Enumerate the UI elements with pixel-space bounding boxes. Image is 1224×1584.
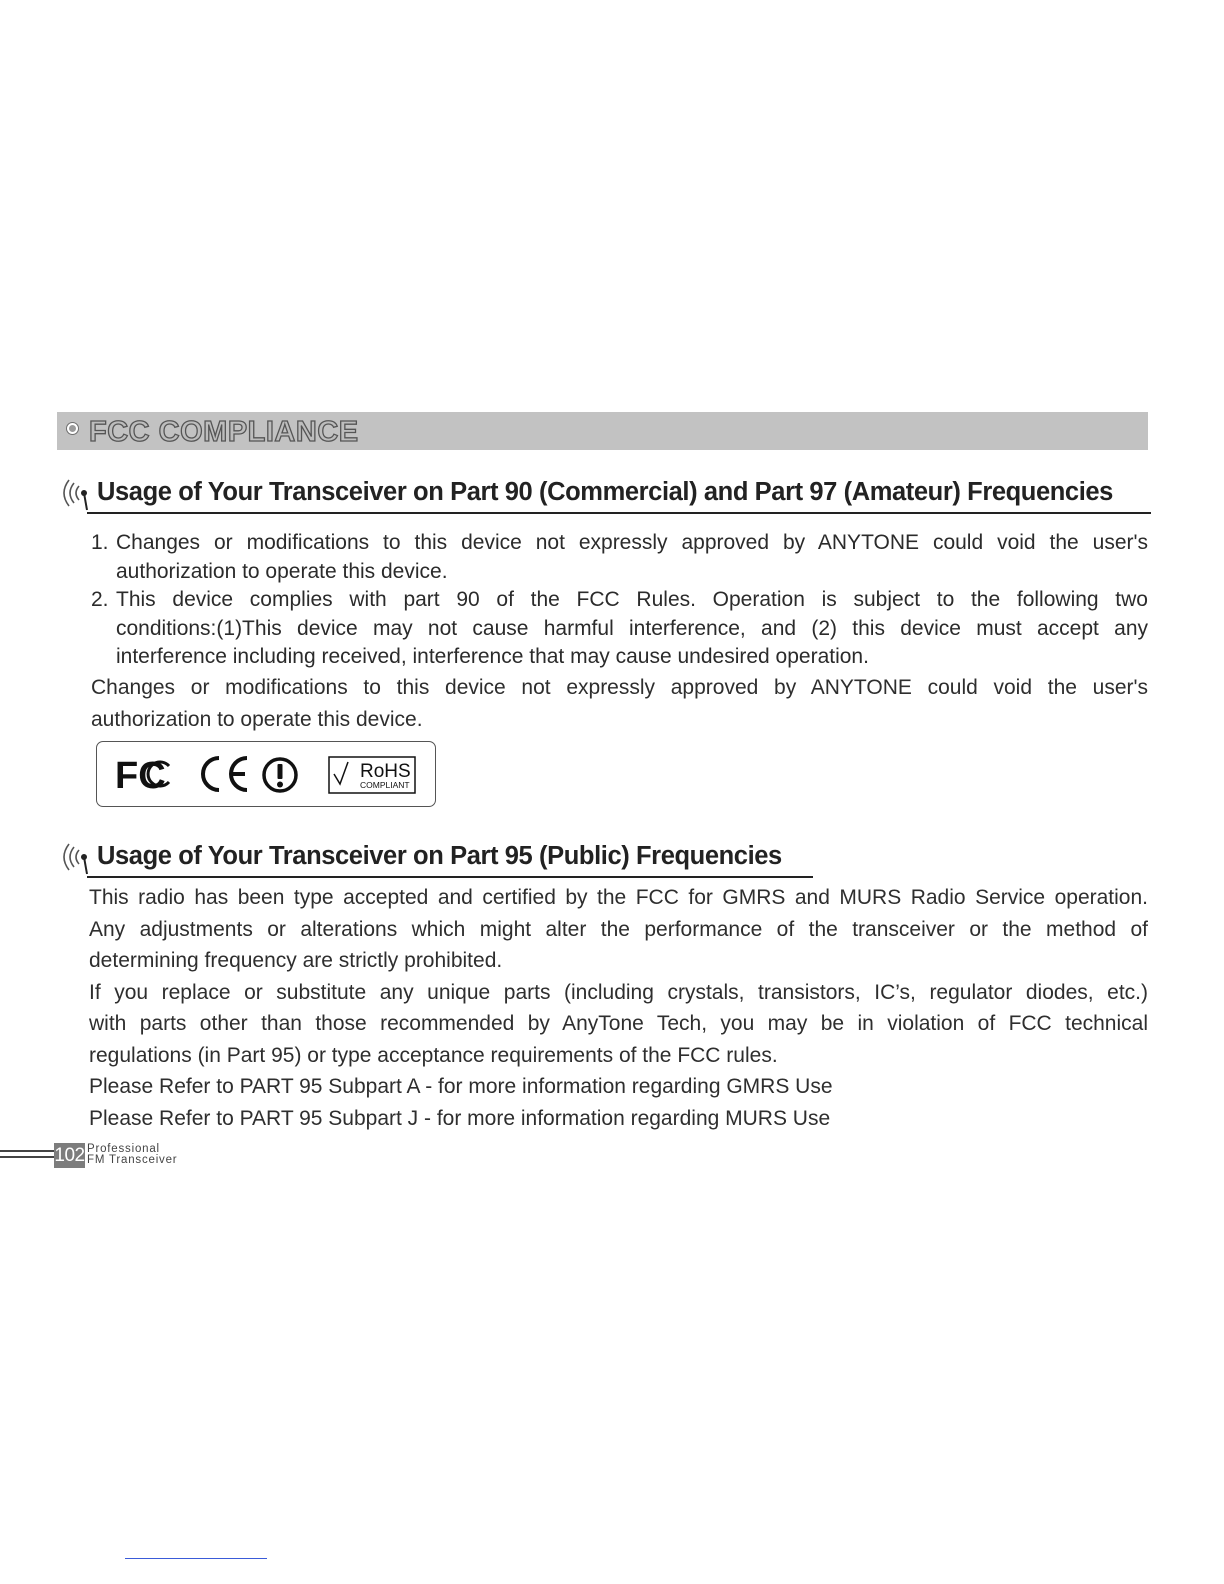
rohs-compliant-icon [328,756,416,794]
footer-brand-line: FM Transceiver [87,1154,178,1166]
certification-logos [96,741,436,807]
part95-body [89,882,1148,1134]
bottom-rule [125,1558,267,1559]
footer-rule [0,1150,54,1152]
list-text: authorization to operate this device. [116,559,448,583]
list-text: conditions:(1)This device may not cause harmful interference, and (2) this device must accept any [116,616,1148,640]
radio-waves-icon [57,838,95,876]
radio-waves-icon [57,474,95,512]
part90-heading-text: Usage of Your Transceiver on Part 90 (Commercial) and Part 97 (Amateur) Frequencies [97,478,1113,506]
part90-note [91,672,1148,736]
note-text: Changes or modifications to this device not expressly approved by ANYTONE could void the user's [91,676,1148,699]
part95-heading [57,836,817,876]
section-banner [57,412,1148,450]
list-text: This device complies with part 90 of the FCC Rules. Operation is subject to the following two [116,588,1148,611]
footer-brand-line: Professional [87,1143,160,1155]
list-text: Changes or modifications to this device not expressly approved by ANYTONE could void the user's [116,531,1148,554]
paragraph-text: regulations (in Part 95) or type acceptance requirements of the FCC rules. [89,1043,778,1067]
page-number: 102 [54,1145,85,1166]
paragraph-text: with parts other than those recommended by AnyTone Tech, you may be in violation of FCC technical [89,1012,1148,1035]
svg-text:RoHS: RoHS [360,761,411,782]
banner-bullet-icon [67,423,78,434]
list-item [91,586,1148,672]
alert-mark-icon [260,755,300,795]
list-text: interference including received, interference that may cause undesired operation. [116,645,869,668]
list-number: 1. [91,531,109,554]
part95-heading-text: Usage of Your Transceiver on Part 95 (Public) Frequencies [97,842,782,870]
footer-rule [0,1156,54,1158]
heading-underline [87,876,813,878]
footer-brand [87,1144,177,1166]
part90-heading [57,472,1157,512]
fcc-logo-icon [115,754,173,794]
list-number: 2. [91,588,109,611]
heading-underline [87,512,1151,514]
reference-text: Please Refer to PART 95 Subpart J - for more information regarding MURS Use [89,1106,831,1130]
paragraph-text: If you replace or substitute any unique parts (including crystals, transistors, IC’s, regulator diodes, etc.) [89,980,1148,1004]
section-title: FCC COMPLIANCE [89,416,359,448]
list-item [91,529,1148,586]
note-text: authorization to operate this device. [91,708,423,731]
paragraph-text: Any adjustments or alterations which might alter the performance of the transceiver or the method of [89,917,1148,941]
svg-text:FC: FC [115,755,166,794]
reference-text: Please Refer to PART 95 Subpart A - for more information regarding GMRS Use [89,1075,833,1098]
ce-logo-icon [197,754,253,794]
paragraph-text: This radio has been type accepted and certified by the FCC for GMRS and MURS Radio Service operation. [89,886,1148,909]
paragraph-text: determining frequency are strictly prohibited. [89,949,503,972]
svg-text:COMPLIANT: COMPLIANT [360,780,410,790]
